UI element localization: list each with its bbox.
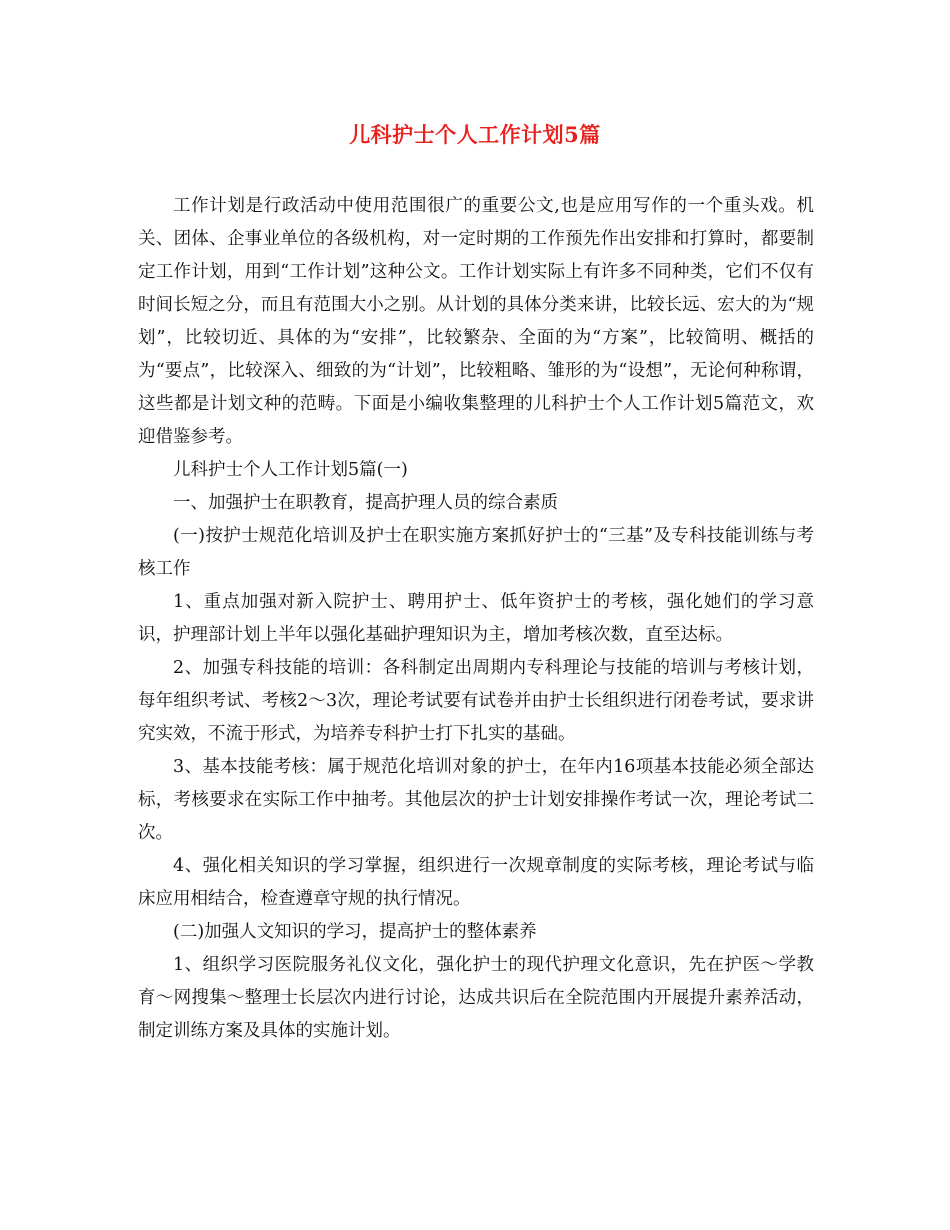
intro-paragraph: 工作计划是行政活动中使用范围很广的重要公文,也是应用写作的一个重头戏。机关、团体、企事业单位的各级机构，对一定时期的工作预先作出安排和打算时，都要制定工作计划，用到“工作计划”这种公文。工作计划实际上有许多不同种类，它们不仅有时间长短之分，而且有范围大小之别。从计划的具体分类来讲，比较长远、宏大的为“规划”，比较切近、具体的为“安排”，比较繁杂、全面的为“方案”，比较简明、概括的为“要点”，比较深入、细致的为“计划”，比较粗略、雏形的为“设想”，无论何种称谓，这些都是计划文种的范畴。下面是小编收集整理的儿科护士个人工作计划5篇范文，欢迎借鉴参考。 <box>138 196 814 447</box>
subheading-training: (一)按护士规范化培训及护士在职实施方案抓好护士的“三基”及专科技能训练与考核工作 <box>138 526 814 579</box>
document-body <box>138 190 814 1048</box>
item-1-paragraph: 1、重点加强对新入院护士、聘用护士、低年资护士的考核，强化她们的学习意识，护理部计划上半年以强化基础护理知识为主，增加考核次数，直至达标。 <box>138 592 814 645</box>
item-4-paragraph: 4、强化相关知识的学习掌握，组织进行一次规章制度的实际考核，理论考试与临床应用相结合，检查遵章守规的执行情况。 <box>138 856 814 909</box>
section-heading-plan-1: 儿科护士个人工作计划5篇(一) <box>173 460 408 480</box>
item-3-paragraph: 3、基本技能考核：属于规范化培训对象的护士，在年内16项基本技能必须全部达标，考核要求在实际工作中抽考。其他层次的护士计划安排操作考试一次，理论考试二次。 <box>138 757 814 843</box>
humanities-item-1-paragraph: 1、组织学习医院服务礼仪文化，强化护士的现代护理文化意识，先在护医～学教育～网搜集～整理士长层次内进行讨论，达成共识后在全院范围内开展提升素养活动，制定训练方案及具体的实施计划。 <box>138 955 814 1041</box>
heading-education: 一、加强护士在职教育，提高护理人员的综合素质 <box>173 493 558 513</box>
document-title: 儿科护士个人工作计划5篇 <box>349 122 601 147</box>
item-2-paragraph: 2、加强专科技能的培训：各科制定出周期内专科理论与技能的培训与考核计划，每年组织考试、考核2～3次，理论考试要有试卷并由护士长组织进行闭卷考试，要求讲究实效，不流于形式，为培养专科护士打下扎实的基础。 <box>138 658 814 744</box>
subheading-humanities: (二)加强人文知识的学习，提高护士的整体素养 <box>173 922 537 942</box>
